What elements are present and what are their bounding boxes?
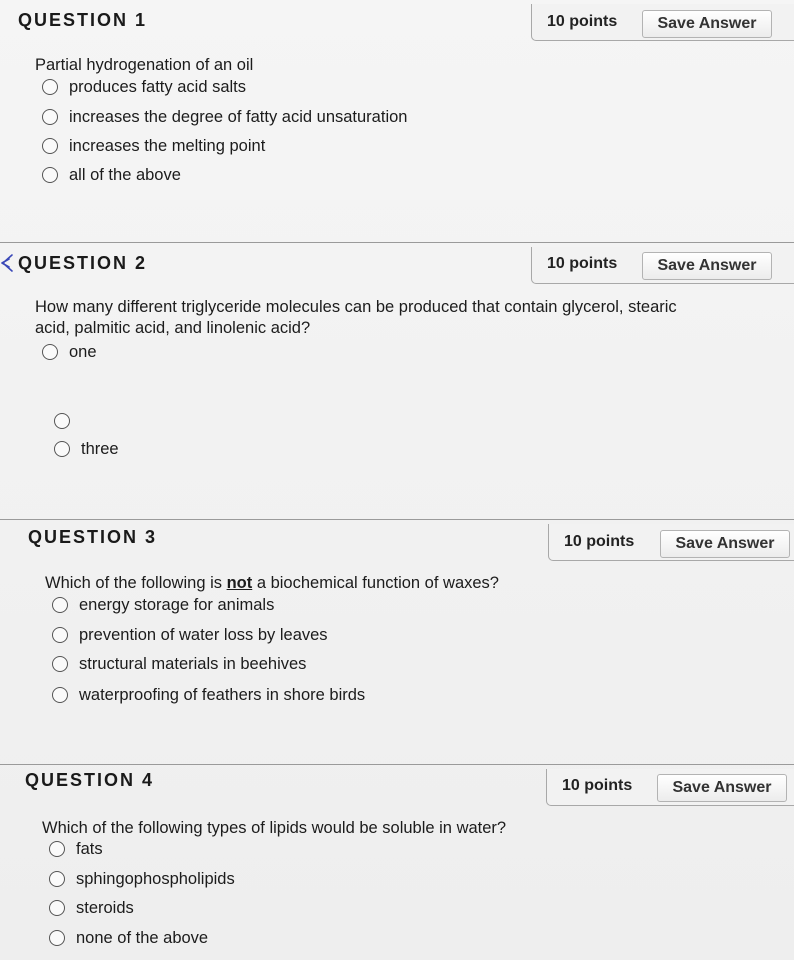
radio-button[interactable] [49,841,65,857]
answer-option[interactable] [54,410,81,432]
question-prompt [35,297,677,339]
radio-button[interactable] [54,441,70,457]
radio-button[interactable] [42,344,58,360]
option-label: fats [76,839,103,858]
answer-option[interactable] [42,341,97,363]
question-1 [0,0,794,242]
answer-option[interactable] [49,927,208,949]
radio-button[interactable] [52,597,68,613]
option-label: steroids [76,898,134,917]
question-3 [0,520,794,764]
option-label: prevention of water loss by leaves [79,625,328,644]
option-label: increases the melting point [69,136,266,155]
prompt-line: How many different triglyceride molecules can be produced that contain glycerol, stearic [35,298,677,316]
option-label: one [69,342,97,361]
radio-button[interactable] [49,871,65,887]
question-title: QUESTION 4 [25,770,155,790]
option-label: produces fatty acid salts [69,77,247,96]
question-title: QUESTION 1 [18,10,148,30]
answer-option[interactable] [52,684,365,706]
question-prompt: Partial hydrogenation of an oil [35,56,254,74]
radio-button[interactable] [42,138,58,154]
answer-option[interactable] [52,653,306,675]
option-label: three [81,439,119,458]
option-label: sphingophospholipids [76,869,235,888]
answer-option[interactable] [49,838,103,860]
radio-button[interactable] [49,900,65,916]
prompt-line: acid, palmitic acid, and linolenic acid? [35,319,311,337]
answer-option[interactable] [52,624,328,646]
answer-option[interactable] [54,438,119,460]
radio-button[interactable] [52,687,68,703]
save-answer-button[interactable]: Save Answer [660,530,790,558]
radio-button[interactable] [42,167,58,183]
save-answer-button[interactable]: Save Answer [642,10,772,38]
answer-option[interactable] [42,135,265,157]
answer-option[interactable] [42,106,407,128]
answer-option[interactable] [42,164,181,186]
save-answer-button[interactable]: Save Answer [642,252,772,280]
question-title: QUESTION 3 [28,527,158,547]
radio-button[interactable] [52,627,68,643]
question-title: QUESTION 2 [18,253,148,273]
answer-option[interactable] [42,76,246,98]
question-2 [0,243,794,519]
radio-button[interactable] [42,109,58,125]
points-value: 10 points [564,533,635,550]
points-value: 10 points [547,13,618,30]
radio-button[interactable] [49,930,65,946]
question-4 [0,765,794,960]
option-label: structural materials in beehives [79,654,307,673]
option-label: increases the degree of fatty acid unsaturation [69,107,408,126]
points-value: 10 points [562,777,633,794]
option-label: none of the above [76,928,209,947]
answer-option[interactable] [49,897,134,919]
question-prompt [45,573,499,594]
points-value: 10 points [547,255,618,272]
prompt-text: Which of the following is [45,574,227,592]
option-label: waterproofing of feathers in shore birds [79,685,366,704]
prompt-emphasis: not [226,574,253,592]
radio-button[interactable] [54,413,70,429]
prompt-text: a biochemical function of waxes? [252,574,499,592]
radio-button[interactable] [52,656,68,672]
radio-button[interactable] [42,79,58,95]
answer-option[interactable] [52,594,274,616]
question-prompt: Which of the following types of lipids would be soluble in water? [42,819,507,837]
option-label: all of the above [69,165,181,184]
answer-option[interactable] [49,868,235,890]
option-label: energy storage for animals [79,595,275,614]
save-answer-button[interactable]: Save Answer [657,774,787,802]
